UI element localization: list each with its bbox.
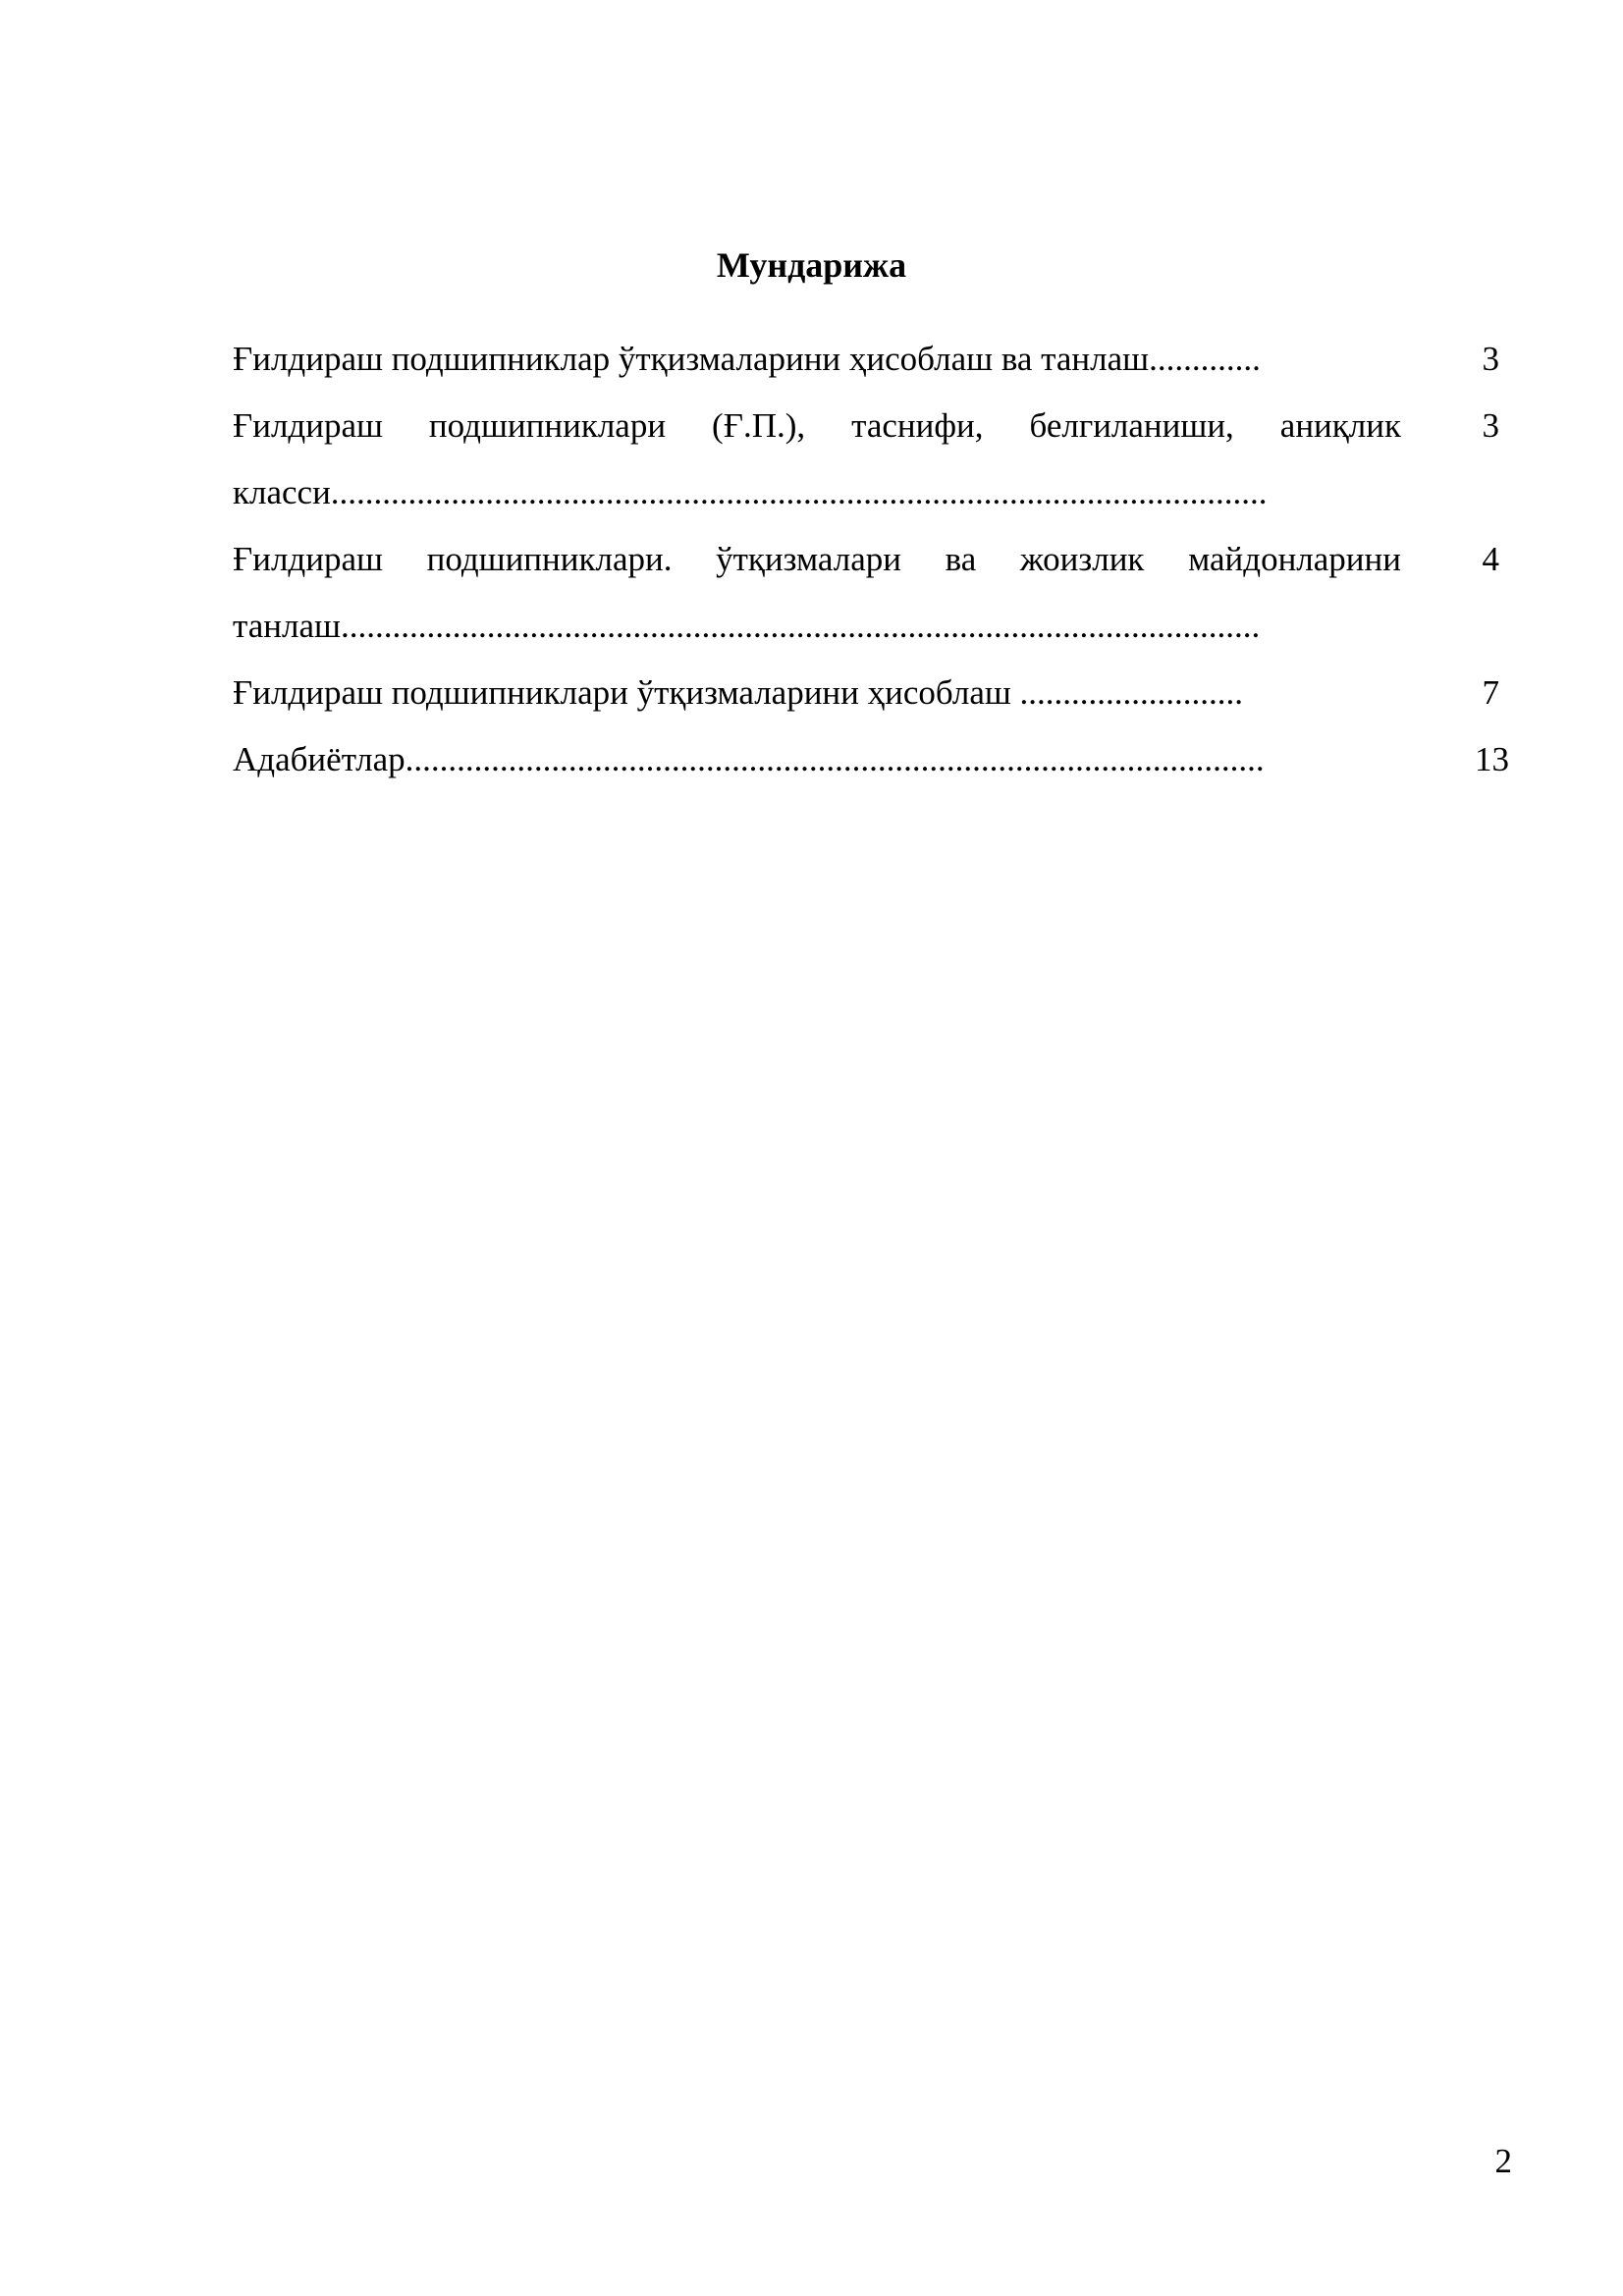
toc-title: Мундарижа [716, 245, 907, 285]
toc-entry-text: Ғилдираш подшипниклари. ўтқизмалари ва жоизлик майдонларини танлаш........................................................................................................... [233, 540, 1401, 645]
toc-entry-page: 3 [1482, 340, 1499, 378]
toc-entry-text: Ғилдираш подшипниклари ўтқизмаларини ҳисоблаш .......................... [233, 673, 1244, 712]
toc-entry-text: Адабиётлар.................................................................................................... [233, 740, 1265, 778]
toc-entry[interactable] [233, 326, 1509, 393]
toc-entry-text: Ғилдираш подшипниклар ўтқизмаларини ҳисоблаш ва танлаш............. [233, 340, 1261, 378]
page-number: 2 [1494, 2142, 1512, 2180]
toc-entry-page: 13 [1475, 740, 1509, 778]
toc-entry[interactable] [233, 660, 1509, 726]
toc-entry-page: 7 [1482, 673, 1499, 712]
toc-entry[interactable] [233, 526, 1509, 660]
table-of-contents [233, 326, 1509, 793]
toc-entry-text: Ғилдираш подшипниклари (Ғ.П.), таснифи, белгиланиши, аниқлик класси............................................................................................................. [233, 406, 1401, 511]
toc-entry[interactable] [233, 393, 1509, 526]
toc-entry-page: 4 [1482, 540, 1499, 578]
toc-entry[interactable] [233, 726, 1509, 793]
toc-entry-page: 3 [1482, 406, 1499, 445]
